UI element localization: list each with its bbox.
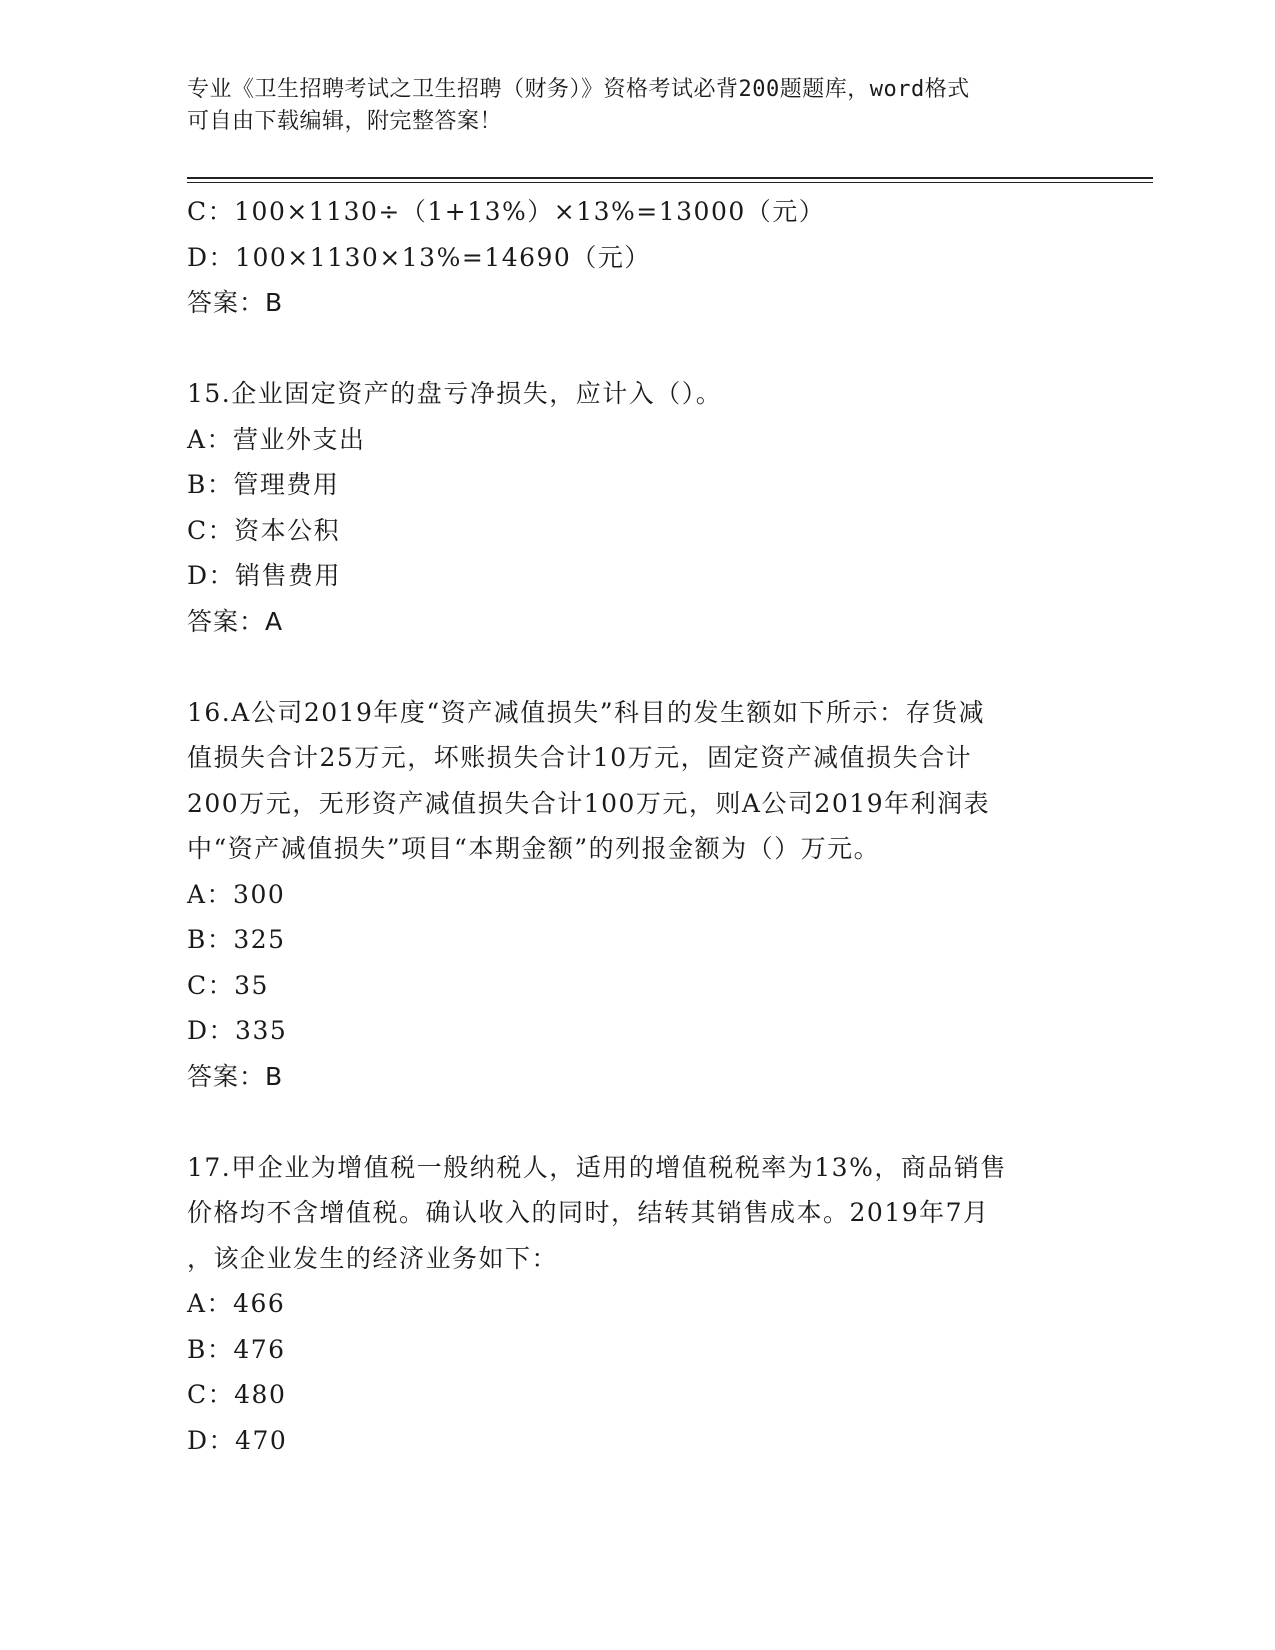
option-c: C：100×1130÷（1+13%）×13%=13000（元） bbox=[187, 197, 826, 226]
question-stem-line: 值损失合计25万元，坏账损失合计10万元，固定资产减值损失合计 bbox=[187, 743, 973, 772]
header-rule-thin bbox=[187, 182, 1153, 183]
option-b: B：325 bbox=[187, 925, 286, 954]
option-c: C：480 bbox=[187, 1380, 287, 1409]
question-stem-line: 中“资产减值损失”项目“本期金额”的列报金额为（）万元。 bbox=[187, 834, 881, 863]
answer-line: 答案：A bbox=[187, 606, 284, 636]
question-16 bbox=[187, 690, 1087, 1100]
question-stem-line: 价格均不含增值税。确认收入的同时，结转其销售成本。2019年7月 bbox=[187, 1198, 990, 1227]
question-17 bbox=[187, 1145, 1087, 1464]
option-d: D：100×1130×13%=14690（元） bbox=[187, 242, 651, 272]
option-a: A：466 bbox=[187, 1289, 286, 1318]
question-15 bbox=[187, 371, 1087, 644]
header-line-1: 专业《卫生招聘考试之卫生招聘（财务）》资格考试必背200题题库，word格式 bbox=[187, 77, 970, 102]
answer-line: 答案：B bbox=[187, 1061, 284, 1091]
option-c: C：35 bbox=[187, 970, 269, 1000]
answer-line: 答案：B bbox=[187, 288, 284, 317]
spacer bbox=[187, 326, 1087, 372]
document-header bbox=[187, 74, 1087, 138]
question-stem-line: ，该企业发生的经济业务如下： bbox=[187, 1243, 559, 1273]
header-rule-thick bbox=[187, 177, 1153, 179]
spacer bbox=[187, 1099, 1087, 1145]
option-d: D：470 bbox=[187, 1425, 288, 1455]
header-line-2: 可自由下载编辑，附完整答案！ bbox=[187, 109, 503, 134]
question-stem-line: 17.甲企业为增值税一般纳税人，适用的增值税税率为13%，商品销售 bbox=[187, 1152, 1007, 1182]
option-b: B：管理费用 bbox=[187, 470, 340, 499]
question-stem-line: 16.A公司2019年度“资产减值损失”科目的发生额如下所示：存货减 bbox=[187, 697, 985, 727]
question-content bbox=[187, 189, 1087, 1463]
option-c: C：资本公积 bbox=[187, 515, 341, 545]
option-a: A：300 bbox=[187, 879, 286, 909]
question-stem-line: 200万元，无形资产减值损失合计100万元，则A公司2019年利润表 bbox=[187, 788, 991, 818]
question-stem: 15.企业固定资产的盘亏净损失，应计入（）。 bbox=[187, 379, 723, 408]
option-a: A：营业外支出 bbox=[187, 424, 366, 454]
spacer bbox=[187, 644, 1087, 690]
previous-question-tail bbox=[187, 189, 1087, 326]
option-b: B：476 bbox=[187, 1334, 286, 1364]
option-d: D：销售费用 bbox=[187, 561, 342, 590]
option-d: D：335 bbox=[187, 1016, 288, 1045]
